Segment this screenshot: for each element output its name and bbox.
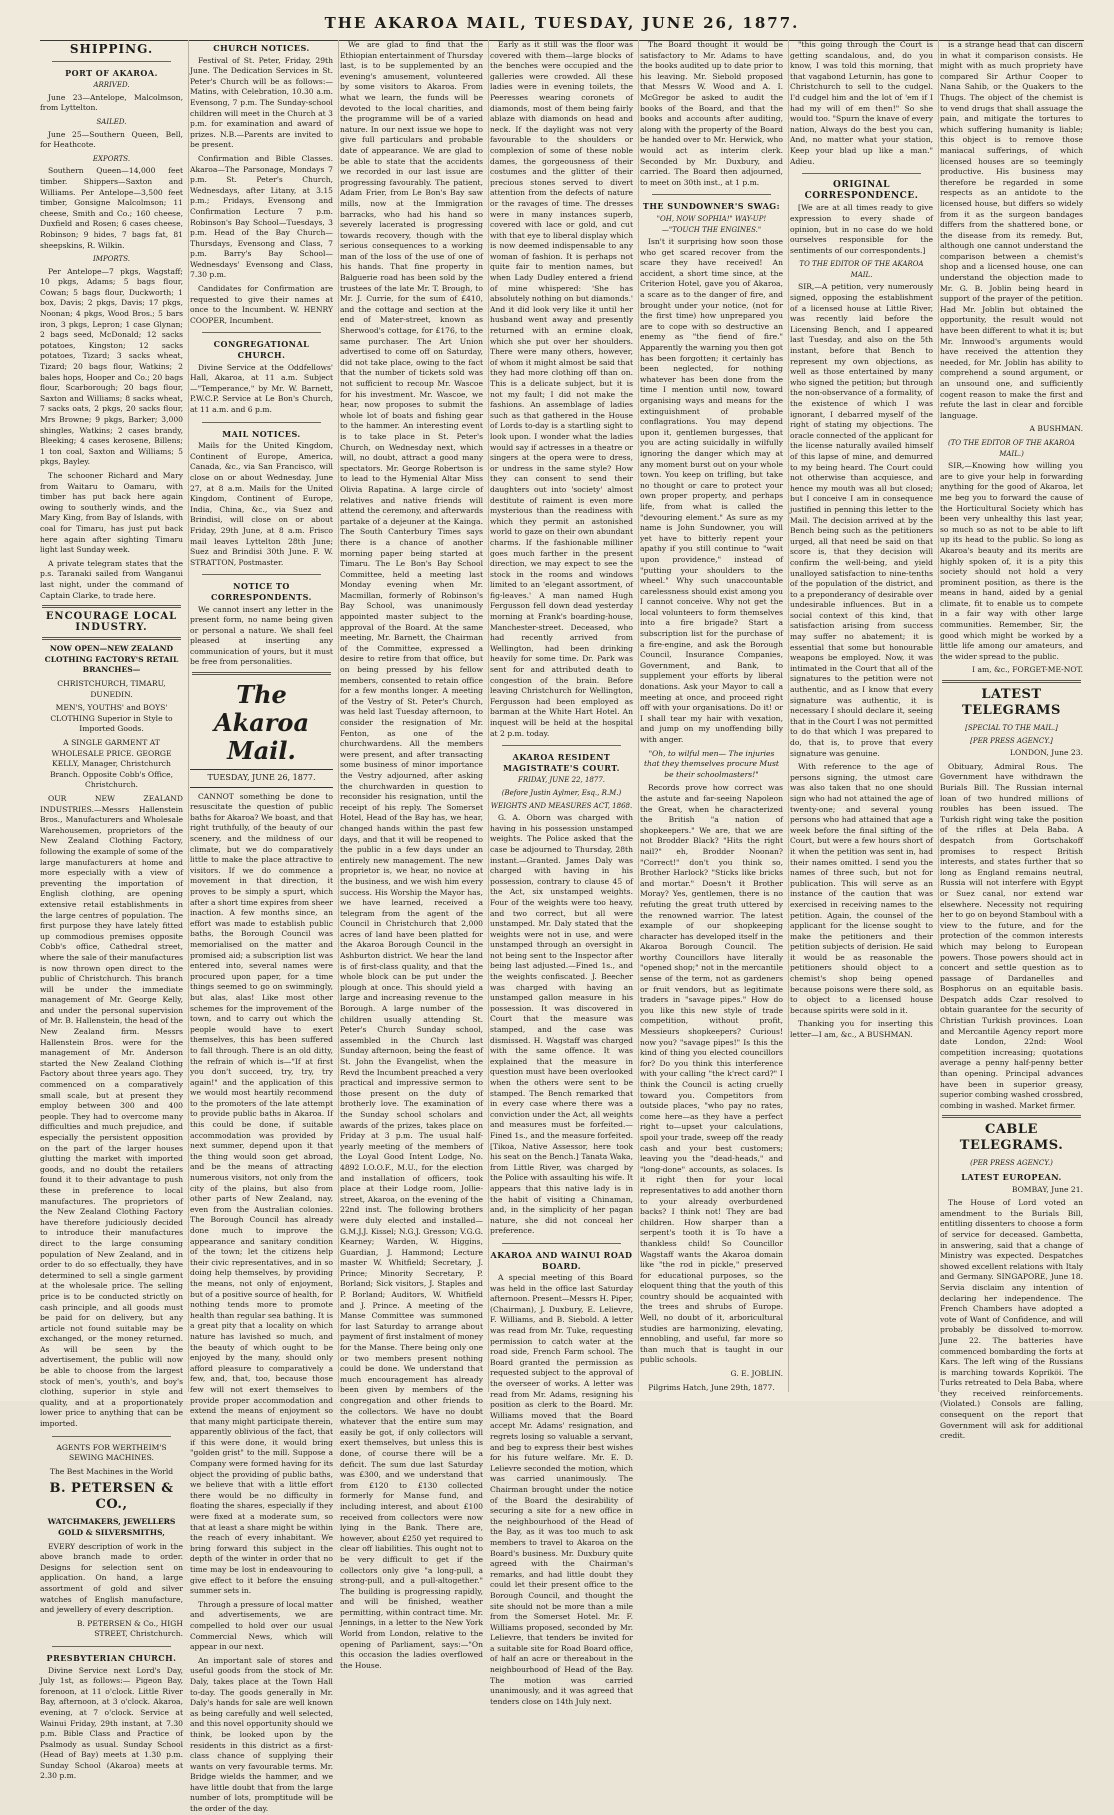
issue-date: TUESDAY, JUNE 26, 1877. [190,769,333,788]
presbyterian-heading: PRESBYTERIAN CHURCH. [46,1652,177,1663]
sundowner-signature: G. E. JOBLIN. [730,1369,783,1379]
wholesale-text: A SINGLE GARMENT AT WHOLESALE PRICE. GEORGE KELLY, Manager, Christchurch Branch. Opposite Cobb's Office, Christchurch. [49,738,174,790]
nz-clothing-heading: NOW OPEN—NEW ZEALAND CLOTHING FACTORY'S RETAIL BRANCHES— [44,644,179,675]
original-correspondence-note: [We are at all times ready to give expression to every shade of opinion, but in no case do we hold ourselves responsible for the sentiments of our correspondents.] [790,203,933,255]
letter-body-3: Thanking you for inserting this letter—I am, &c., A BUSHMAN. [790,1019,933,1040]
petersen-body: EVERY description of work in the above branch made to order. Designs for selection sent on application. On hand, a large assortment of gold and silver watches of English manufacture, and jewellery of every description. [40,1541,183,1615]
presbyterian-body: Divine Service next Lord's Day, July 1st, as follows:— Pigeon Bay, forenoon, at 11 o'clock. Little River Bay, afternoon, at 3 o'clock. Akaroa, evening, at 7 o'clock. Service at Wainui Friday, 29th instant, at 7.30 p.m. Bible Class and Practice of Psalmody as usual. Sunday School (Head of Bay) meets at 1.30 p.m. Sunday School (Akaroa) meets at 2.30 p.m. [40,1665,183,1781]
church-notices-body-2: Confirmation and Bible Classes. Akaroa—The Parsonage, Mondays 7 p.m. St. Peter's Church, Wednesdays, after Litany, at 3.15 p.m.; Fridays, Evensong and Confirmation Lecture 7 p.m. Robinson's Bay School—Tuesdays, 3 p.m. Head of the Bay Church—Thursdays, Evensong and Class, 7 p.m. Barry's Bay School—Wednesdays' Evensong and Class, 7.30 p.m. [190,153,333,280]
exports-text: Southern Queen—14,000 feet timber. Shippers—Saxton and Williams. Per Antelope—3,500 feet timber, Gonsigne Malcolmson; 11 cheese, Smith and Co.; 160 cheese, Duxfield and Rosen; 6 cases cheese, Robinson; 9 hides, 7 bags fat, 81 sheepskins, R. Wilkin. [40,166,183,250]
sundowner-quote: "Oh, to wilful men— The injuries that they themselves procure Must be their schoolmasters!" [644,748,779,779]
church-notices-body-1: Festival of St. Peter, Friday, 29th June. The Dedication Services in St. Peter's Church will be as follows:—Matins, with Celebration, 10.30 a.m. Evensong, 7 p.m. The Sunday-school children will meet in the Church at 3 p.m. for examination and award of prizes. N.B.—Parents are invited to be present. [190,55,333,150]
to-editor-line-2: (TO THE EDITOR OF THE AKAROA MAIL.) [948,438,1075,458]
column-7-body: is a strange head that can discern in what it comparison consists. He might with as much propriety have compared Sir Arthur Cooper to Nana Sahib, or the Quakers to the Thugs. The object of the chemist is to vend drugs that shall assuage the pain, and mitigate the tortures to which suffering humanity is liable; this object is to remove those maniacal sufferings, of which licensed houses are so teemingly productive. His business may therefore be regarded in some respects as an antidote to the licensed house, but differs so widely from it as the surgeon bandages differs from the shattered bone, or the disease from its remedy. But, although one cannot understand the comparison between a chemist's shop and a licensed house, one can understand the objection made to Mr. G. B. Joblin being heard in support of the prayer of the petition. Had Mr. Joblin but obtained the opportunity, the result would not have been different to what it is; but Mr. Innwood's arguments would have received the attention they needed, for Mr. Joblin has ability to comprehend a sound argument, or an unsound one, and sufficiently cogent reason to make the first and refute the last in clear and forcible language. [940,40,1083,420]
bushman-signature: A BUSHMAN. [1029,424,1083,434]
road-board-continued: The Board thought it would be satisfactory to Mr. Adams to have the books audited up to date prior to his leaving. Mr. Siebold proposed that Messrs W. Wood and A. I. McGregor be asked to audit the books of the Board, and that the books and accounts after auditing, along with the property of the Board be handed over to Mr. Herwick, who would act as interim clerk. Seconded by Mr. Duxbury, and carried. The Board then adjourned, to meet on 30th inst., at 1 p.m. [640,40,783,187]
shipping-news: The schooner Richard and Mary from Waitaru to Oamaru, with timber has put back here again owing to southerly winds, and the Mary King, from Bay of Islands, with coal for Timaru, has just put back here again after sighting Timaru light last Sunday week. [40,470,183,555]
newspaper-title: The Akaroa Mail. [213,680,309,766]
imports-heading: IMPORTS. [93,255,130,264]
mail-notices-body: Mails for the United Kingdom, Continent of Europe, America, Canada, &c., via San Francisco, will close on or about Wednesday, June 27, at 8 a.m. Mails for the United Kingdom, Continent of Europe, India, China, &c., via Suez and Brindisi, will close on or about Friday, 29th June, at 8 a.m. Frisco mail leaves Lyttelton 28th June; Suez and Brindisi 30th June. F. W. STRATTON, Postmaster. [190,441,333,567]
church-notices-body-3: Candidates for Confirmation are requested to give their names at once to the Incumbent. W. HENRY COOPER, Incumbent. [190,284,333,325]
sundowner-date: Pilgrims Hatch, June 29th, 1877. [648,1382,775,1392]
petersen-signature: B. PETERSEN & Co., HIGH STREET, Christchurch. [76,1618,183,1639]
trade-note: Through a pressure of local matter and advertisements, we are compelled to hold over our usual Commercial News, which will appear in our next. [190,1599,333,1652]
port-heading: PORT OF AKAROA. [65,67,158,78]
local-news-body: We are glad to find that the Ethiopian entertainment of Thursday last, is to be supplemented by an evening's amusement, volunteered by some visitors to Akaroa. From what we learn, the funds will be devoted to the local charities, and the programme will be of a varied nature. In our next issue we hope to give full particulars and probable date of appearance. We are glad to be able to state that the accidents we recorded in our last issue are progressing favourably. The patient, Adam Frier, from Le Bon's Bay saw mills, now at the Immigration barracks, who had his hand so severely lacerated is progressing towards recovery, though with the serious consequences to a working man of the loss of the use of one of his hands. That fine property in Balguerie road has been sold by the trustees of the late Mr. T. Brough, to Mr. J. Currie, for the sum of £410, and the cottage and section at the end of Mater-street, known as Sherwood's cottage, for £176, to the same purchaser. The Art Union advertised to come off on Saturday, did not take place, owing to the fact that the number of tickets sold was not sufficient to recoup Mr. Wascoe for his investment. Mr. Wascoe, we hear, now proposes to submit the whole lot of boats and fishing gear to the hammer. An interesting event is to take place in St. Peter's Church, on Wednesday next, which will, no doubt, attract a good many spectators. Mr. George Robertson is to lead to the Hymenial Altar Miss Olivia Rapatina. A large circle of relatives and native friends will attend the ceremony, and afterwards partake of a dejeuner at the Kainga. The South Canterbury Times says there is a chance of another morning paper being started at Timaru. The Le Bon's Bay School Committee, held a meeting last Monday evening when Mr. Macmillan, formerly of Robinson's Bay School, was unanimously appointed master subject to the approval of the Board. At the same meeting, Mr. Barnett, the Chairman of the Committee, expressed a desire to retire from that office, but on being pressed by his fellow members, consented to retain office for a few months longer. A meeting of the Vestry of St. Peter's Church, was held last Tuesday afternoon, to consider the resignation of Mr. Fenton, as one of the churchwardens. All the members were present, and after transacting some business of minor importance the Vestry adjourned, after asking the churchwarden in question to reconsider his resignation, until the receipt of his reply. The Somerset Hotel, Head of the Bay has, we hear, changed hands within the past few days, and that it will be reopened to the public in a few days under an entirely new management. The new proprietor is, we hear, no novice at the business, and we wish him every success. His Worship the Mayor has, we have learned, received a telegram from the agent of the Council in Christchurch that 2,000 acres of land have been platted for the Akaroa Borough Council in the Ashburton district. We hear the land is of first-class quality, and that the whole block can be put under the plough at once. This should yield a large and increasing revenue to the Borough. A large number of the children usually attending St. Peter's Church Sunday school, assembled in the Church last Sunday afternoon, being the feast of St. John the Evangelist, when the Revd the Incumbent preached a very practical and impressive sermon to those present on the duty of brotherly love. The examination of the Sunday school scholars and awards of the prizes, takes place on Friday at 3 p.m. The usual half-yearly meeting of the members of the Loyal Good Intent Lodge, No. 4892 I.O.O.F., M.U., for the election and installation of officers, took place at their Lodge room, Jollie-street, Akaroa, on the evening of the 22nd inst. The following brothers were duly elected and installed—G.M.J.J. Kissel; N.G.J. Gresson; V.G.G. Kearney; Warden, W. Higgins, Guardian, J. Hammond; Lecture master W. Whitfield; Secretary, J. Prince; Minority Secretary, P. Borland; Sick visitors, J. Staples and P. Borland; Auditors, W. Whitfield and J. Prince. A meeting of the Manse Committee was summoned for last Saturday to arrange about payment of first instalment of money for the Manse. There being only one or two members present nothing could be done. We understand that much encouragement has already been given by members of the congregation and other friends to the collectors. We have no doubt whatever that the entire sum may easily be got, if only collectors will exert themselves, but unless this is done, of course there will be a deficit. The sum due last Saturday was £300, and we understand that from £120 to £130 collected formerly for Manse fund, and including interest, and about £100 received from collectors were now lying in the Bank. There are, however, about £250 yet required to clear off liabilities. This ought not to be very difficult to get if the collectors only give "a long-pull, a strong-pull, and a pull-altogether." The building is progressing rapidly, and will be finished, weather permitting, within contract time. Mr. Jennings, in a letter to the New York World from London, relative to the opening of Parliament, says:—"On this occasion the ladies overflowed the House. [340,40,483,1670]
column-4 [490,40,639,1706]
agents-text: AGENTS FOR WERTHEIM'S SEWING MACHINES. [56,1442,167,1463]
cable-telegrams-heading: CABLE TELEGRAMS. [959,1122,1064,1154]
column-4-body: Early as it still was the floor was covered with them—large blocks of the benches were occupied and the galleries were crowded. All these ladies were in evening toilets, the Peeresses wearing coronets of diamonds, most of them being fairly ablaze with diamonds on head and neck. If the daylight was not very favourable to the shoulders or complexion of some of these noble dames, the gorgeousness of their costumes and the glitter of their precious stones served to divert attention from the defects of nature or the ravages of time. The dresses were in many instances superb, covered with lace or gold, and cut with that eye to liberal display which is now deemed indispensable to any woman of fashion. It is perhaps not quite fair to mention names, but when Lady Dudley entered a friend of mine whispered: 'She has absolutely nothing on but diamonds.' And it did look very like it until her husband went away and presently returned with an ermine cloak, which she put over her shoulders. There were many others, however, of whom it might almost be said that they had more clothing off than on. This is a delicate subject, but it is not my fault; I did not make the fashions. An assemblage of ladies such as that gathered in the House of Lords to-day is a startling sight to look upon. I wonder what the ladies would say if actresses in a theatre or singers at the opera were to dress, or undress in the same style? How they can consent to send their daughters out into 'society' almost destitute of raiment is even more mysterious than the readiness with which they permit an astonished world to gaze on their own abundant charms. If the fashionable milliner goes much farther in the present direction, we may expect to see the stock in the rooms and windows limited to an 'elegant assortment, of fig-leaves.' A man named Hugh Fergusson fell down dead yesterday morning at Frank's boarding-house, Manchester-street. Deceased, who had recently arrived from Wellington, had been drinking heavily for some time. Dr. Park was sent for and attributed death to congestion of the brain. Before leaving Christchurch for Wellington, Fergusson had been employed as barman at the White Hart Hotel. An inquest will be held at the hospital at 2 p.m. today. [490,40,633,738]
london-dateline: LONDON, June 23. [1009,748,1083,758]
mail-notices-heading: MAIL NOTICES. [222,428,301,439]
watchmakers-heading: WATCHMAKERS, JEWELLERS GOLD & SILVERSMITHS, [47,1517,176,1537]
branches-text: CHRISTCHURCH, TIMARU, DUNEDIN. [57,679,166,699]
petersen-heading: B. PETERSEN & CO., [49,1481,174,1513]
horticultural-letter: SIR,—Knowing how willing you are to give your help in forwarding anything for the good of Akaroa, let me beg you to forward the cause of the Horticultural Society which has been very unhealthy this last year, so much so as not to be able to lift up its head to the public. So long as Akaroa's beauty and its merits are highly spoken of, it is a pity this society should not hold a very prominent position, as there is the means in hand, aided by a genial climate, fit to enable us to compete in a fair way with other large communities. Remember, Sir, the good which might be worked by a little life among our amateurs, and the wider spread to the public. [940,461,1083,661]
press-agency-line: [PER PRESS AGENCY.] [970,736,1053,745]
correspondents-heading: NOTICE TO CORRESPONDENTS. [211,581,312,602]
sundowner-closing: "this going through the Court is getting scandalous, and, do you know, I was told this morning, that that vagabond Leturnin, has gone to Christchurch to sell to the cudgel. I'd cudgel him and the lot of 'em if I had my will of em then!" So she would too. "Spurn the knave of every nation, Always do the best you can, And, no matter what your station, Keep your blad up like a man." Adieu. [790,40,933,166]
telegrams-body: Obituary, Admiral Rous. The Government have withdrawn the Burials Bill. The Russian internal loan of two hundred millions of roubles has been issued. The Turkish right wing take the position of the rifles at Dela Baba. A despatch from Gortschakoff promises to respect British interests, and states further that so long as England remains neutral, Russia will not interfere with Egypt or Suez canal, nor extend war elsewhere. Necessity not requiring her to go on beyond Stamboul with a view to the future, and for the protection of the common interests which may belong to European powers. Those powers should act in concert and settle question as to passage of Dardanelles and Bosphorus on an equitable basis. Despatch adds Czar resolved to obtain guarantee for the security of Christian Turkish provinces. Loan and Mercantile Agency report more date London, 22nd: Wool competition increasing; quotations average a penny half-penny better than opening. Principal advances have been in superior greasy, superior combing washed crossbred, combing in washed. Market firmer. [940,761,1083,1110]
sundowner-subheading: "OH, NOW SOPHIA!" WAY-UP!—"TOUCH THE ENGINES." [656,214,767,234]
encourage-heading: ENCOURAGE LOCAL INDUSTRY. [45,611,178,633]
to-editor-line: TO THE EDITOR OF THE AKAROA MAIL. [799,260,924,279]
forget-me-not-signature: I am, &c., FORGET-ME-NOT. [972,665,1083,675]
column-7 [940,40,1088,1441]
leading-article: CANNOT something be done to resuscitate the question of public baths for Akaroa? We boast, and that right truthfully, of the beauty of our scenery, and the mildness of our climate, but we do comparatively little to make the place attractive to visitors. If we do commence a movement in that direction, it proves to be simply a spurt, which after a short time expires from sheer inaction. A few months since, an effort was made to establish public baths, the Borough Council was memorialised on the matter and promised aid; a subscription list was entered into, several names were procured upon paper, for a time things seemed to go on swimmingly, but alas, alas! Like most other schemes for the improvement of the town, and to carry out which the people would have to exert themselves, this has been suffered to fall through. There is an old ditty, the refrain of which is—"If at first you don't succeed, try, try, try again!" and the application of this we would most heartily recommend to the promoters of the late attempt to provide public baths in Akaroa. If this could be done, if suitable accommodation was provided by next summer, depend upon it that the thing would soon get abroad, and be the means of attracting numerous visitors, not only from the city of the plains, but also from other parts of New Zealand, nay, even from the Australian colonies. The Borough Council has already done much to improve the appearance and sanitary condition of the town; let the citizens help their civic representatives, and in so doing help themselves, by providing the means, not only of enjoyment, but of a positive source of health, for nothing tends more to promote health than regular sea bathing. It is a great pity that a locality on which nature has lavished so much, and the beauty of which ought to be enjoyed by the many, should only afford pleasure to comparatively a few, and, that, too, because those few will not exert themselves to provide proper accommodation and extend the means of enjoyment so that many might participate therein, apparently oblivious of the fact, that if this were done, it would bring "golden grist" to the mill. Suppose a Company were formed having for its object the providing of public baths, we believe that with a little effort there would be no difficulty in floating the shares, especially if they were fixed at a moderate sum, so that at least a share might be within the reach of every inhabitant. We bring forward this subject in the depth of the winter in order that no time may be lost in endeavouring to give effect to it before the ensuing summer sets in. [190,791,333,1596]
cable-press-line: (PER PRESS AGENCY.) [970,1159,1053,1168]
column-1 [40,40,189,1781]
church-notices-heading: CHURCH NOTICES. [213,43,310,53]
road-board-heading: AKAROA AND WAINUI ROAD BOARD. [490,1249,633,1271]
letter-body: SIR,—A petition, very numerously signed, opposing the establishment of a licensed house at Little River, was recently laid before the Licensing Bench, and I appeared last Tuesday, and also on the 5th instant, before that Bench to represent my own objections, as well as those entertained by many who signed the petition; but through the non-observance of a formality, of the existence of which I was ignorant, I debarred myself of the right of stating my objections. The oracle connected of the applicant for the license naturally availed himself of this lapse of mine, and demurred to my being heard. The Court could not otherwise than acquiesce, and hence my mouth was all but closed; but I conceive I am in consequence justified in penning this letter to the Mail. The decision arrived at by the Bench being such as the petitioners urged, all that need be said on that score is, that they decision will confirm the well-being, and yield unalloyed satisfaction to nine-tenths of the population of the district, and to a preponderancy of desirable over undesirable influences. But in a social context of this kind, that satisfaction arising from success may suffer no abatement; it is essential that some but honourable weapons be employed. Now, it was intimated in the Court that all of the signatures to the petition were not authentic, and as I know that every signature was authentic, it is necessary I should declare it, seeing that in the Court I was not permitted to do that which I was prepared to do, that is, to prove that every signature was genuine. [790,282,933,758]
court-heading: AKAROA RESIDENT MAGISTRATE'S COURT. [503,752,620,773]
sale-note: An important sale of stores and useful goods from the stock of Mr. Daly, takes place at the Town Hall to-day. The goods generally in Mr. Daly's hands for sale are well known as being carefully and well selected, and this novel opportunity should we think, be looked upon by the residents in this district as a first-class chance of supplying their wants on very favourable terms. Mr. Bridge wields the hammer, and we have little doubt that from the large number of lots, promptitude will be the order of the day. [190,1655,333,1814]
arrived-text: June 23—Antelope, Malcolmson, from Lyttelton. [40,92,183,113]
page-columns [40,40,1088,1814]
letter-body-2: With reference to the age of persons signing, the utmost care was also taken that no one should sign who had not attained the age of twenty-one; and several young persons who had attained that age a week before the final sifting of the Court, but were a few hours short of it when the petition was sent in, had their names omitted. I send you the names of three such, but not for publication. This will serve as an instance of the caution that was exercised in receiving names to the petition. Again, the counsel of the applicant for the license sought to make the petitioners and their petition subjects of derision. He said it would be as reasonable the petitioners should object to a chemist's shop being opened because poisons were there sold, as to object to a licensed house because spirits were sold in it. [790,762,933,1015]
mens-clothing-text: MEN'S, YOUTHS' and BOYS' CLOTHING Superior in Style to Imported Goods. [50,703,173,734]
imports-text: Per Antelope—7 pkgs, Wagstaff; 10 pkgs, Adams; 5 bags flour, Cowan; 5 bags flour, Duckworth; 1 box, Davis; 2 pkgs, Davis; 17 pkgs, Noonan; 4 pkgs, Wood Bros.; 5 bars iron, 3 pkgs, Lepron; 1 case Glynan; 2 bags seed, McDonald; 12 sacks potatoes, Kingston; 12 sacks potatoes, Tizard; 3 sacks wheat, Tizard; 20 bags flour, Watkins; 2 bales hops, Hooper and Co.; 20 bags flour, Scarborough; 20 bags flour, Saxton and Williams; 8 sacks wheat, 7 sacks oats, 2 pkgs, 20 sacks flour, Mrs Browne; 9 pkgs, Barker; 3,000 shingles, Watkins; 2 cases brandy, Bleeking; 4 cases kerosene, Billens; 1 ton coal, Saxton and Williams; 5 pkgs, Bayley. [40,266,183,467]
masthead: THE AKAROA MAIL, TUESDAY, JUNE 26, 1877. [40,10,1084,41]
sundowner-heading: THE SUNDOWNER'S SWAG: [642,201,781,212]
latest-telegrams-heading: LATEST TELEGRAMS [962,687,1061,719]
original-correspondence-heading: ORIGINAL CORRESPONDENCE. [804,180,919,201]
column-6 [790,40,939,1392]
road-board-body: A special meeting of this Board was held in the office last Saturday afternoon. Present—Messrs H. Piper, (Chairman), J. Duxbury, E. Lelievre, F. Williams, and B. Siebold. A letter was read from Mr. Tuke, requesting permission to catch water at the road side, French Farm school. The Board granted the permission as requested subject to the approval of the overseer of works. A letter was read from Mr. Adams, resigning his position as clerk to the Board. Mr. Williams moved that the Board accept Mr. Adams' resignation, and regrets losing so valuable a servant, and beg to express their best wishes for his future welfare. Mr. E. D. Lelievre seconded the motion, which was carried unanimously. The Chairman brought under the notice of the Board the desirability of securing a site for a new office in the neighbourhood of the Head of the Bay, as it was too much to ask members to travel to Akaroa on the Board's business. Mr. Duxbury quite agreed with the Chairman's remarks, and had little doubt they could let their present office to the Borough Council, and thought the site should not be more than a mile from the Somerset Hotel. Mr. F. Williams proposed, seconded by Mr. Lelievre, that tenders be invited for a suitable site for Road Board office, of half an acre or thereabout in the neighbourhood of Head of the Bay. The motion was carried unanimously, and it was agreed that tenders close on 14th July next. [490,1273,633,1706]
court-body: G. A. Oborn was charged with having in his possession unstamped weights. The Police asked that the case be adjourned to Thursday, 28th instant.—Granted. James Daly was charged with having in his possession, contrary to clause 45 of the Act, six unstamped weights. Four of the weights were too heavy, and two correct, but all were unstamped. Mr. Daly stated that the weights were not in use, and were unstamped through an oversight in not being sent to the Inspector after being last adjusted.—Fined 1s., and the weights confiscated. J. Beecher was charged with having an unstamped gallon measure in his possession. It was discovered in Court that the measure was stamped, and the case was dismissed. H. Wagstaff was charged with the same offence. It was explained that the measure in question must have been overlooked when the others were sent to be stamped. The Bench remarked that in every case where there was a conviction under the Act, all weights and measures must be forfeited.—Fined 1s., and the measure forfeited. [Tikoa, Native Assessor, here took his seat on the Bench.] Tanata Waka, from Little River, was charged by the Police with assaulting his wife. It appears that this native lady is in the habit of visiting a Chinaman, and, in the simplicity of her pagan nature, she did not conceal her preference. [490,813,633,1236]
exports-heading: EXPORTS. [92,154,131,163]
column-3 [340,40,489,1670]
sailed-text: June 25—Southern Queen, Bell, for Heathcote. [40,129,183,150]
sundowner-body-2: Records prove how correct was the astute and far-seeing Napoleon the Great, when he characterized the British "a nation of shopkeepers." We are, that we are not Brodder Black? "Hits the right nail?" eh, Brodder Noonan? "Correct!" don't you think so, Brother Harlock? "Sticks like bricks and mortar." Doesn't it Brother Moray? Yes, gentlemen, there is no refuting the great truth uttered by the renowned warrior. The latest example of our shopkeeping character has developed itself in the Akaroa Borough Council. The worthy Councillors have literally "opened shop;" not in the mercantile sense of the term, not as gardeners or fruit vendors, but as legitimate traders in "savage pipes." How do you like this new style of trade competition, without profit, Messieurs shopkeepers? Curious! now you? "savage pipes!" Is this the kind of thing you elected councillors for? Do you think this interference with your calling "the k'rect card?" I think the Council is acting cruelly toward you. Competitors from outside places, "who pay no rates, come here—as they have a perfect right to—upset your calculations, spoil your trade, sweep off the ready cash and your best customers; leaving you the "dead-heads," and "long-done" accounts, as solaces. Is it right then for your local representatives to add another thorn to your already overburdened backs? I think not! They are bad children. How sharper than a serpent's tooth it is To have a thankless child! So Councillor Wagstaff wants the Akaroa domain like "the rod in pickle," preserved for educational purposes, so the eloquent thing that the youth of this country should be acquainted with the trees and shrubs of Europe. Well, no doubt of it, arboricultural studies are harmonizing, elevating, ennobling, and useful, far more so than much that is taught in our public schools. [640,783,783,1365]
sundowner-body: Isn't it surprising how soon those who get scared recover from the scare they have received! An accident, a short time since, at the Criterion Hotel, gave you of Akaroa, a scare as to the danger of fire, and brought under your notice, (not for the first time) how unprepared you are to cope with so destructive an enemy as "the fiend of fire." Apparently the warning you then got has been forgotten; it certainly has been neglected, for nothing whatever has been done from the time I mention until now, toward organising ways and means for the extinguishment of probable conflagrations. You may depend upon it, gentlemen burgesses, that you are acting suicidally in wilfully ignoring the danger which may at any moment burst out on your whole town. You keep on trifling, but take no thought or care to protect your own proper property, and perhaps life, from what is called the "devouring element." As sure as my name is John Sundowner, you will yet have to bitterly repent your apathy if you still continue to "wait upon providence," instead of "putting your shoulders to the wheel." Why such unaccountable carelessness should exist among you I cannot conceive. Why not get the local volunteers to form themselves into a fire brigade? Start a subscription list for the purchase of a fire-engine, and ask the Borough Council, Insurance Companies, Government, and Bank, to supplement your efforts by liberal donations. Ask your Mayor to call a meeting at once, and proceed right off with your organisations. Do it! or I shall tear my hair with vexation, and jump on my unoffending billy with anger. [640,237,783,744]
shipping-telegram: A private telegram states that the p.s. Taranaki sailed from Wanganui last night, under the command of Captain Clarke, to trade here. [40,558,183,600]
court-date: FRIDAY, JUNE 22, 1877. [517,776,605,785]
special-to-mail: [SPECIAL TO THE MAIL.] [965,724,1058,733]
shipping-heading: SHIPPING. [69,42,154,56]
best-machines-text: The Best Machines in the World [49,1466,174,1476]
latest-european-heading: LATEST EUROPEAN. [961,1172,1062,1182]
column-2 [190,40,339,1814]
sailed-heading: SAILED. [96,117,127,126]
factory-article: OUR NEW ZEALAND INDUSTRIES.—Messrs Hallenstein Bros., Manufacturers and Wholesale Warehousemen, proprietors of the New Zealand Clothing Factory, following the example of some of the large manufacturers at home and more especially with a view of preventing the importation of English clothing, are opening extensive retail establishments in the large centres of population. The first purpose they have lately fitted up commodious premises opposite Cobb's office, Cathedral street, where the sale of their manufactures is now thrown open direct to the public of Christchurch. This branch will be under the immediate management of Mr. George Kelly, and under the personal supervision of Mr. B. Hallenstein, the head of the New Zealand firm. Messrs Hallenstein Bros. were for the management of Mr. Anderson started the New Zealand Clothing Factory about three years ago. They commenced on a comparatively small scale, but at present they employ between 300 and 400 people. They had to overcome many difficulties and much prejudice, and especially the persistent opposition on the part of the larger houses glutting the market with imported goods, and no doubt the retailers found it to their advantage to push these in preference to local manufactures. The proprietors of the New Zealand Clothing Factory have therefore judiciously decided to introduce their manufactures direct to the large consuming population of New Zealand, and in order to do so effectually, they have determined to sell a single garment at the wholesale price. The selling price is to be conducted strictly on cash principle, and all goods must be paid for on delivery, but any article not found suitable may be exchanged, or the money returned. As will be seen by the advertisement, the public will now be able to choose from the largest stock of men's, youth's, and boy's clothing, superior in style and quality, and at a proportionately lower price to anything that can be imported. [40,794,183,1429]
court-subheading: WEIGHTS AND MEASURES ACT, 1868. [490,801,633,810]
correspondents-body: We cannot insert any letter in the present form, no name being given or personal a nature. We shall feel pleased at inserting any communication of yours, but it must be free from personalities. [190,604,333,667]
congregational-body: Divine Service at the Oddfellows' Hall, Akaroa, at 11 a.m. Subject—"Temperance," by Mr. W. Barnett, P.W.C.P. Service at Le Bon's Church, at 11 a.m. and 6 p.m. [190,362,333,414]
congregational-heading: CONGREGATIONAL CHURCH. [213,339,310,361]
column-5 [640,40,789,1392]
cable-body: The House of Lord voted an amendment to the Burials Bill, entitling dissenters to choose a form of service for deceased. Gambetta, in answering, said that a change of Ministry was expected. Despatches showed excellent relations with Italy and Germany. SINGAPORE, June 18. Servia disclaim any intention of declaring her independence. The French Chambers have adopted a vote of Want of Confidence, and will probably be dissolved to-morrow. June 22. The batteries have commenced bombarding the forts at Kars. The left wing of the Russians is marching towards Kopriköi. The Turks retreated to Dela Baba, where they received reinforcements. (Violated.) Consols are falling, consequent on the report that Government will ask for additional credit. [940,1198,1083,1441]
court-before: (Before Justin Aylmer, Esq., R.M.) [501,788,622,797]
bombay-dateline: BOMBAY, June 21. [1011,1184,1083,1194]
arrived-heading: ARRIVED. [93,81,130,90]
